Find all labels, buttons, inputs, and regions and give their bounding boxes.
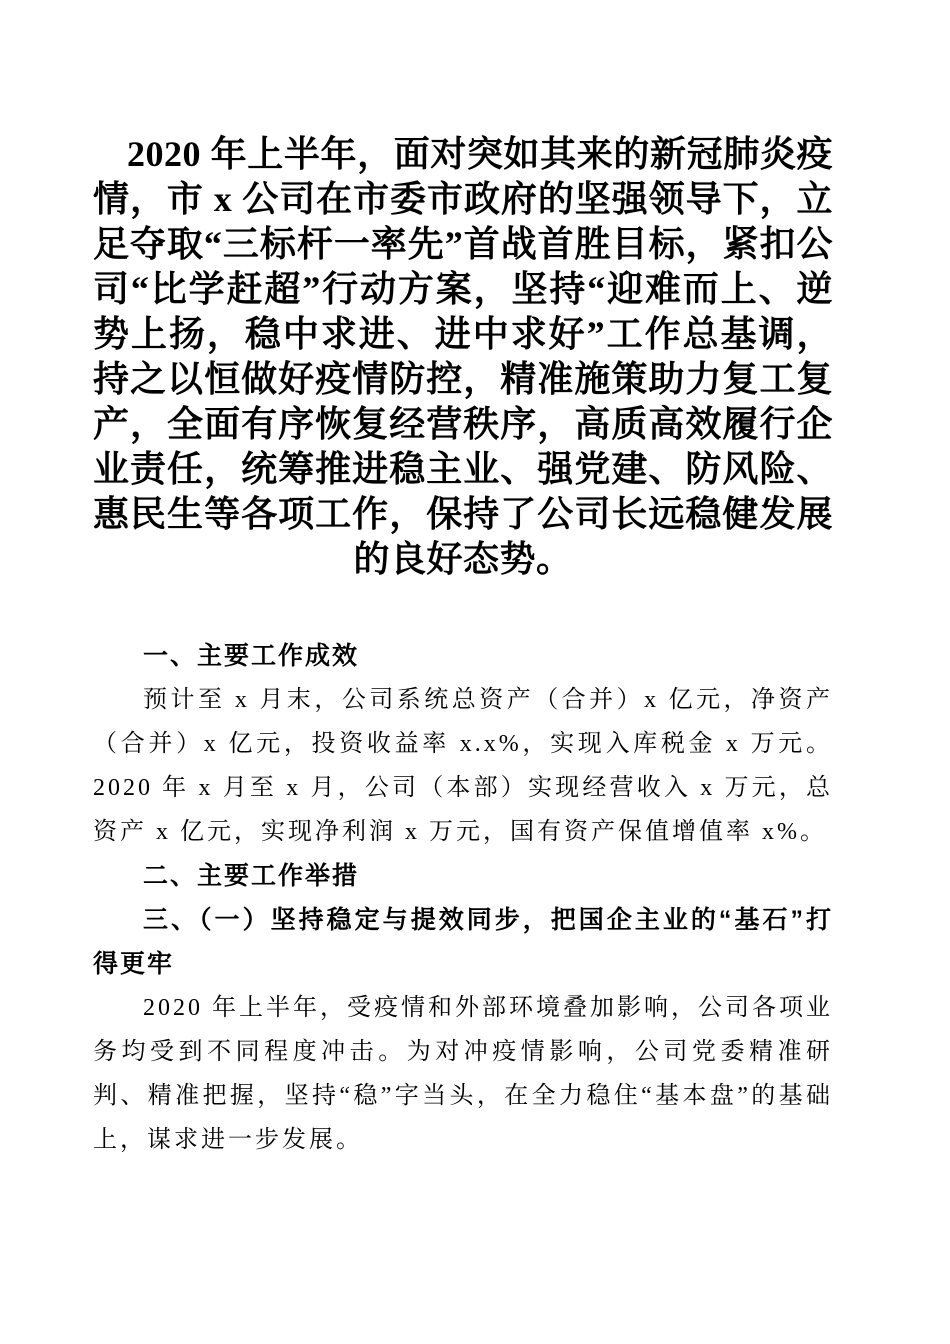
section-heading-stability-and-efficiency: 三、（一）坚持稳定与提效同步，把国企主业的“基石”打得更牢 bbox=[93, 906, 833, 978]
section-heading-main-measures: 二、主要工作举措 bbox=[143, 862, 360, 890]
paragraph-achievements: 预计至 x 月末，公司系统总资产（合并）x 亿元，净资产（合并）x 亿元，投资收益率 x.x%，实现入库税金 x 万元。2020 年 x 月至 x 月，公司（本部）实现经营收入 x 万元，总资产 x 亿元，实现净利润 x 万元，国有资产保值增值率 x%。 bbox=[93, 687, 833, 845]
document-title: 2020 年上半年，面对突如其来的新冠肺炎疫情，市 x 公司在市委市政府的坚强领导下，立足夺取“三标杆一率先”首战首胜目标，紧扣公司“比学赶超”行动方案，坚持“迎难而上、逆势上扬，稳中求进、进中求好”工作总基调，持之以恒做好疫情防控，精准施策助力复工复产，全面有序恢复经营秩序，高质高效履行企业责任，统筹推进稳主业、强党建、防风险、惠民生等各项工作，保持了公司长远稳健发展的良好态势。 bbox=[93, 134, 833, 579]
section-heading-main-achievements: 一、主要工作成效 bbox=[143, 642, 360, 670]
paragraph-stability-and-efficiency: 2020 年上半年，受疫情和外部环境叠加影响，公司各项业务均受到不同程度冲击。为对冲疫情影响，公司党委精准研判、精准把握，坚持“稳”字当头，在全力稳住“基本盘”的基础上，谋求进一步发展。 bbox=[93, 995, 833, 1153]
